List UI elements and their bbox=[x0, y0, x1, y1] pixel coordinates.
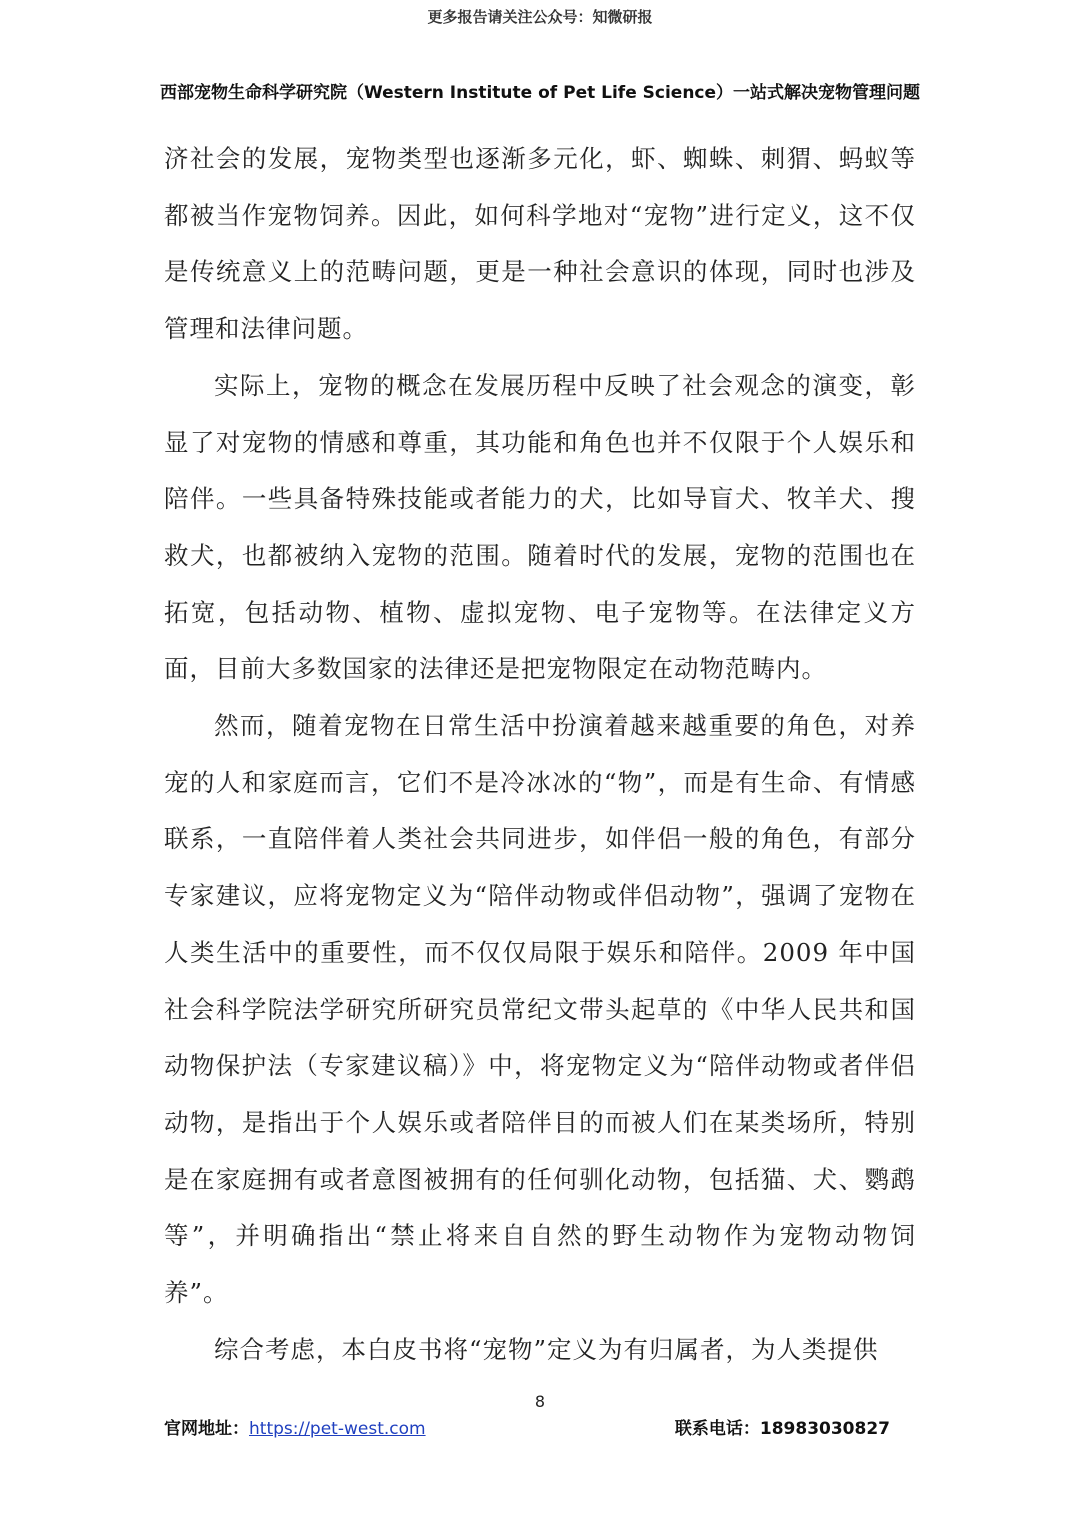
phone-number: 18983030827 bbox=[759, 1419, 890, 1439]
paragraph-continuation: 济社会的发展，宠物类型也逐渐多元化，虾、蜘蛛、刺猬、蚂蚁等都被当作宠物饲养。因此，如何科学地对“宠物”进行定义，这不仅是传统意义上的范畴问题，更是一种社会意识的体现，同时也涉及管理和法律问题。 bbox=[164, 144, 916, 344]
phone-label: 联系电话： bbox=[674, 1419, 760, 1439]
page-footer bbox=[164, 1414, 890, 1439]
website-label: 官网地址： bbox=[164, 1419, 249, 1439]
page-number: 8 bbox=[534, 1392, 546, 1411]
document-body bbox=[164, 131, 916, 1378]
paragraph: 实际上，宠物的概念在发展历程中反映了社会观念的演变，彰显了对宠物的情感和尊重，其功能和角色也并不仅限于个人娱乐和陪伴。一些具备特殊技能或者能力的犬，比如导盲犬、牧羊犬、搜救犬，也都被纳入宠物的范围。随着时代的发展，宠物的范围也在拓宽，包括动物、植物、虚拟宠物、电子宠物等。在法律定义方面，目前大多数国家的法律还是把宠物限定在动物范畴内。 bbox=[164, 370, 916, 684]
top-banner: 更多报告请关注公众号：知微研报 bbox=[427, 8, 653, 26]
phone-info bbox=[675, 1414, 890, 1439]
website-link[interactable]: https://pet-west.com bbox=[249, 1419, 426, 1439]
website-info bbox=[164, 1414, 426, 1439]
paragraph: 综合考虑，本白皮书将“宠物”定义为有归属者，为人类提供 bbox=[214, 1334, 879, 1364]
running-header: 西部宠物生命科学研究院（Western Institute of Pet Life Science）一站式解决宠物管理问题 bbox=[159, 83, 921, 103]
paragraph: 然而，随着宠物在日常生活中扮演着越来越重要的角色，对养宠的人和家庭而言，它们不是冷冰冰的“物”，而是有生命、有情感联系，一直陪伴着人类社会共同进步，如伴侣一般的角色，有部分专家建议，应将宠物定义为“陪伴动物或伴侣动物”，强调了宠物在人类生活中的重要性，而不仅仅局限于娱乐和陪伴。2009 年中国社会科学院法学研究所研究员常纪文带头起草的《中华人民共和国动物保护法（专家建议稿）》中，将宠物定义为“陪伴动物或者伴侣动物，是指出于个人娱乐或者陪伴目的而被人们在某类场所，特别是在家庭拥有或者意图被拥有的任何驯化动物，包括猫、犬、鹦鹉等”，并明确指出“禁止将来自自然的野生动物作为宠物动物饲养”。 bbox=[164, 711, 916, 1308]
